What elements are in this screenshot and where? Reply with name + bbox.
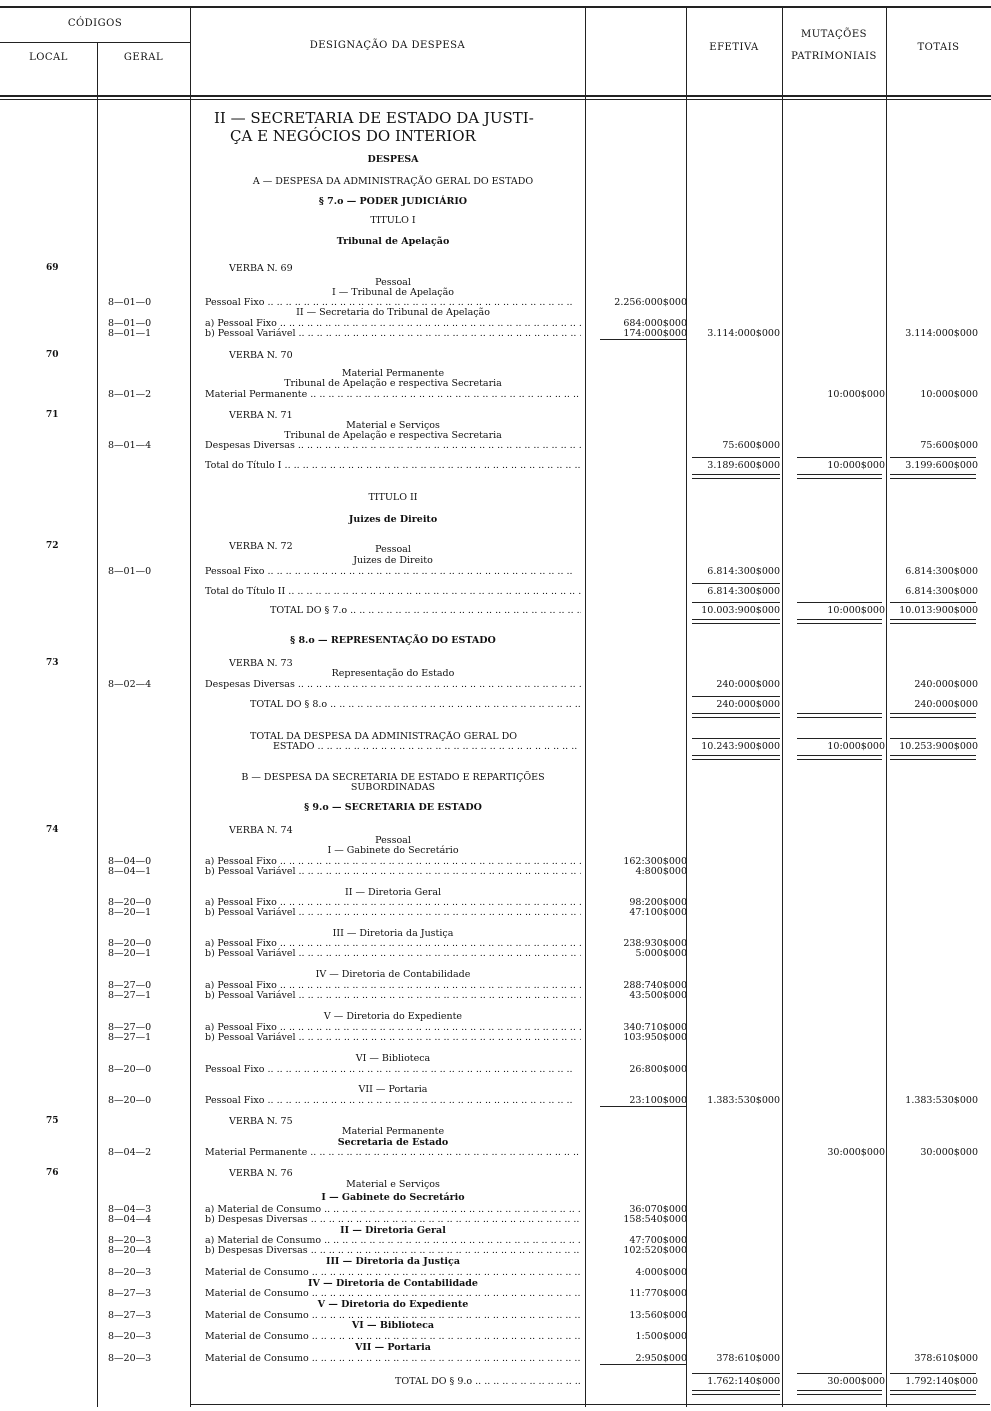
row-description: b) Pessoal Variável .. .. [205, 866, 581, 877]
codigos-rule [0, 42, 190, 43]
double-rule [692, 474, 780, 479]
code-local: 71 [46, 410, 59, 420]
header-codigos: CÓDIGOS [67, 18, 123, 29]
row-subheading: II — Diretoria Geral [340, 1225, 446, 1236]
value-totais: 240:000$000 [914, 679, 978, 690]
value-totais: 10:000$000 [920, 389, 978, 400]
col-line-desc [585, 8, 586, 1407]
header-designacao: DESIGNAÇÃO DA DESPESA [309, 40, 466, 51]
total-rule [890, 738, 976, 741]
value-totais: 6.814:300$000 [905, 586, 978, 597]
header-totais: TOTAIS [917, 42, 960, 53]
total-rule [692, 457, 780, 460]
value-parcial: 2:950$000 [635, 1353, 687, 1364]
row-subheading: III — Diretoria da Justiça [326, 1256, 460, 1267]
heading-b-line2: SUBORDINADAS [350, 782, 436, 793]
value-mutacoes: 10:000$000 [827, 389, 885, 400]
row-description: b) Pessoal Variável .. .. [205, 1032, 581, 1043]
code-geral: 8—27—1 [108, 990, 152, 1001]
underline-parcial [600, 1106, 686, 1109]
value-efetiva: 75:600$000 [722, 440, 780, 451]
heading-par7: § 7.o — PODER JUDICIÁRIO [318, 196, 468, 207]
value-efetiva: 6.814:300$000 [707, 566, 780, 577]
value-efetiva: 1.762:140$000 [707, 1376, 780, 1387]
row-description: TOTAL DO § 9.o .. .. [395, 1376, 581, 1387]
code-geral: 8—02—4 [108, 679, 152, 690]
value-mutacoes: 30:000$000 [827, 1376, 885, 1387]
row-description: b) Pessoal Variável .. .. [205, 328, 581, 339]
value-parcial: 2.256:000$000 [614, 297, 687, 308]
code-geral: 8—01—0 [108, 297, 152, 308]
row-description: TOTAL DO § 8.o .. .. [250, 699, 581, 710]
row-subheading: Material e Serviços [346, 420, 440, 431]
value-totais: 30:000$000 [920, 1147, 978, 1158]
code-geral: 8—27—0 [108, 980, 152, 991]
value-parcial: 158:540$000 [623, 1214, 687, 1225]
section-title-line2: ÇA E NEGÓCIOS DO INTERIOR [230, 127, 476, 145]
value-efetiva: 10.003:900$000 [701, 605, 780, 616]
double-rule [797, 713, 882, 718]
code-geral: 8—04—3 [108, 1204, 152, 1215]
row-description: TOTAL DO § 7.o .. .. [270, 605, 581, 616]
code-local: 73 [46, 658, 59, 668]
heading-par9: § 9.o — SECRETARIA DE ESTADO [304, 802, 482, 813]
total-rule [797, 1373, 882, 1376]
value-totais: 6.814:300$000 [905, 566, 978, 577]
total-rule [890, 457, 976, 460]
row-subheading: Juizes de Direito [353, 555, 433, 566]
value-parcial: 13:560$000 [629, 1310, 687, 1321]
total-rule [797, 457, 882, 460]
value-totais: 10.013:900$000 [899, 605, 978, 616]
value-parcial: 43:500$000 [629, 990, 687, 1001]
code-geral: 8—20—3 [108, 1267, 152, 1278]
double-rule [890, 1390, 976, 1395]
row-description: a) Material de Consumo .. .. [205, 1204, 581, 1215]
header-local: LOCAL [29, 52, 68, 63]
code-geral: 8—20—0 [108, 1064, 152, 1075]
heading-b-line1: B — DESPESA DA SECRETARIA DE ESTADO E REPARTIÇÕES [241, 772, 545, 783]
value-efetiva: 240:000$000 [716, 699, 780, 710]
row-subheading: Material Permanente [341, 1126, 445, 1137]
row-subheading: Pessoal [375, 835, 411, 846]
value-parcial: 102:520$000 [623, 1245, 687, 1256]
value-efetiva: 1.383:530$000 [707, 1095, 780, 1106]
col-line-geral [190, 8, 191, 1407]
total-rule [890, 1373, 976, 1376]
value-mutacoes: 10:000$000 [827, 741, 885, 752]
value-efetiva: 3.114:000$000 [707, 328, 780, 339]
code-geral: 8—04—4 [108, 1214, 152, 1225]
row-description: b) Despesas Diversas .. .. [205, 1245, 581, 1256]
row-description: Material Permanente .. .. [205, 1147, 581, 1158]
code-geral: 8—20—3 [108, 1353, 152, 1364]
row-description: a) Pessoal Fixo .. .. [205, 1022, 581, 1033]
value-mutacoes: 10:000$000 [827, 460, 885, 471]
row-description: VERBA N. 70 [229, 350, 293, 361]
value-totais: 10.253:900$000 [899, 741, 978, 752]
row-description: b) Pessoal Variável .. .. [205, 948, 581, 959]
value-efetiva: 6.814:300$000 [707, 586, 780, 597]
row-subheading: Pessoal [375, 277, 411, 288]
col-line-local [97, 42, 98, 1407]
total-rule [797, 602, 882, 605]
row-description: VERBA N. 76 [229, 1168, 293, 1179]
value-mutacoes: 30:000$000 [827, 1147, 885, 1158]
code-local: 69 [46, 263, 59, 273]
double-rule [890, 755, 976, 760]
row-description: a) Pessoal Fixo .. .. [205, 897, 581, 908]
header-efetiva: EFETIVA [709, 42, 759, 53]
row-subheading: V — Diretoria do Expediente [317, 1299, 469, 1310]
header-patrimoniais: PATRIMONIAIS [791, 51, 877, 62]
underline-efetiva [692, 696, 780, 699]
code-geral: 8—20—0 [108, 938, 152, 949]
code-local: 75 [46, 1116, 59, 1126]
heading-juizes: Juizes de Direito [348, 514, 438, 525]
code-geral: 8—20—4 [108, 1245, 152, 1256]
row-description: Total do Título I .. .. [205, 460, 581, 471]
row-description: a) Pessoal Fixo .. .. [205, 318, 581, 329]
row-description: Material de Consumo .. .. [205, 1331, 581, 1342]
double-rule [797, 1390, 882, 1395]
row-description: Pessoal Fixo .. .. [205, 1095, 581, 1106]
value-totais: 1.383:530$000 [905, 1095, 978, 1106]
row-description: VERBA N. 69 [229, 263, 293, 274]
code-geral: 8—20—1 [108, 948, 152, 959]
heading-tribunal: Tribunal de Apelação [336, 236, 450, 247]
row-subheading: I — Gabinete do Secretário [321, 1192, 465, 1203]
row-subheading: Material Permanente [341, 368, 445, 379]
double-rule [692, 619, 780, 624]
row-subheading: VII — Portaria [355, 1342, 431, 1353]
value-parcial: 5:000$000 [635, 948, 687, 959]
heading-despesa: DESPESA [367, 154, 419, 165]
value-parcial: 11:770$000 [629, 1288, 687, 1299]
heading-a: A — DESPESA DA ADMINISTRAÇÃO GERAL DO ESTADO [252, 176, 534, 187]
row-description: a) Material de Consumo .. .. [205, 1235, 581, 1246]
value-efetiva: 240:000$000 [716, 679, 780, 690]
row-description: VERBA N. 72 [229, 541, 293, 552]
value-parcial: 1:500$000 [635, 1331, 687, 1342]
section-title-line1: II — SECRETARIA DE ESTADO DA JUSTI- [214, 109, 534, 127]
header-rule-1 [0, 95, 991, 97]
bottom-rule [190, 1404, 990, 1405]
value-efetiva: 10.243:900$000 [701, 741, 780, 752]
row-subheading: VI — Biblioteca [351, 1320, 435, 1331]
code-geral: 8—20—3 [108, 1235, 152, 1246]
double-rule [890, 474, 976, 479]
row-description: ESTADO .. .. [273, 741, 581, 752]
underline-efetiva [692, 583, 780, 586]
value-totais: 3.114:000$000 [905, 328, 978, 339]
row-subheading: V — Diretoria do Expediente [323, 1011, 463, 1022]
total-rule [797, 738, 882, 741]
row-subheading: IV — Diretoria de Contabilidade [315, 969, 471, 980]
value-parcial: 103:950$000 [623, 1032, 687, 1043]
row-description: a) Pessoal Fixo .. .. [205, 938, 581, 949]
code-local: 72 [46, 541, 59, 551]
total-rule [692, 1373, 780, 1376]
heading-par8: § 8.o — REPRESENTAÇÃO DO ESTADO [290, 635, 496, 646]
col-line-n1 [686, 8, 687, 1407]
row-description: Material de Consumo .. .. [205, 1310, 581, 1321]
double-rule [797, 474, 882, 479]
code-geral: 8—01—1 [108, 328, 152, 339]
row-description: b) Pessoal Variável .. .. [205, 907, 581, 918]
value-parcial: 23:100$000 [629, 1095, 687, 1106]
row-subheading: I — Tribunal de Apelação [332, 287, 454, 298]
row-description: Despesas Diversas .. .. [205, 440, 581, 451]
code-geral: 8—20—1 [108, 907, 152, 918]
code-geral: 8—01—2 [108, 389, 152, 400]
row-description: Material de Consumo .. .. [205, 1267, 581, 1278]
double-rule [692, 713, 780, 718]
value-parcial: 174:000$000 [623, 328, 687, 339]
row-subheading: Tribunal de Apelação e respectiva Secretaria [284, 378, 502, 389]
value-parcial: 4:800$000 [635, 866, 687, 877]
code-geral: 8—27—3 [108, 1310, 152, 1321]
total-rule [890, 602, 976, 605]
header-rule-2 [0, 99, 991, 100]
row-subheading: Representação do Estado [331, 668, 455, 679]
double-rule [692, 1390, 780, 1395]
double-rule [890, 713, 976, 718]
code-geral: 8—20—3 [108, 1331, 152, 1342]
header-geral: GERAL [123, 52, 164, 63]
row-subheading: VI — Biblioteca [355, 1053, 431, 1064]
code-geral: 8—20—0 [108, 897, 152, 908]
double-rule [890, 619, 976, 624]
row-description: Material Permanente .. .. [205, 389, 581, 400]
row-subheading: II — Secretaria do Tribunal de Apelação [296, 307, 490, 318]
value-parcial: 36:070$000 [629, 1204, 687, 1215]
value-efetiva: 3.189:600$000 [707, 460, 780, 471]
row-description: VERBA N. 71 [229, 410, 293, 421]
value-totais: 1.792:140$000 [905, 1376, 978, 1387]
row-subheading: VII — Portaria [358, 1084, 428, 1095]
heading-titulo2: TITULO II [368, 492, 418, 503]
heading-titulo1: TITULO I [370, 215, 416, 226]
row-description: a) Pessoal Fixo .. .. [205, 980, 581, 991]
code-local: 70 [46, 350, 59, 360]
row-subheading: II — Diretoria Geral [344, 887, 442, 898]
row-description: b) Pessoal Variável .. .. [205, 990, 581, 1001]
value-parcial: 684:000$000 [623, 318, 687, 329]
double-rule [797, 755, 882, 760]
total-rule [692, 738, 780, 741]
col-line-mutacoes [886, 8, 887, 1407]
code-geral: 8—27—0 [108, 1022, 152, 1033]
row-description: a) Pessoal Fixo .. .. [205, 856, 581, 867]
value-totais: 3.199:600$000 [905, 460, 978, 471]
value-parcial: 238:930$000 [623, 938, 687, 949]
code-geral: 8—04—1 [108, 866, 152, 877]
row-description: b) Despesas Diversas .. .. [205, 1214, 581, 1225]
row-subheading: I — Gabinete do Secretário [327, 845, 459, 856]
code-local: 76 [46, 1168, 59, 1178]
row-description: Pessoal Fixo .. .. [205, 1064, 581, 1075]
double-rule [692, 755, 780, 760]
row-description: Total do Título II .. .. [205, 586, 581, 597]
value-efetiva: 378:610$000 [716, 1353, 780, 1364]
value-parcial: 340:710$000 [623, 1022, 687, 1033]
row-description: Pessoal Fixo .. .. [205, 297, 581, 308]
col-line-efetiva [782, 8, 783, 1407]
total-rule [692, 602, 780, 605]
value-totais: 75:600$000 [920, 440, 978, 451]
underline-parcial [600, 1364, 686, 1367]
row-description: VERBA N. 75 [229, 1116, 293, 1127]
header-mutacoes: MUTAÇÕES [800, 29, 867, 40]
value-totais: 240:000$000 [914, 699, 978, 710]
code-geral: 8—01—4 [108, 440, 152, 451]
row-description: TOTAL DA DESPESA DA ADMINISTRAÇÃO GERAL DO [250, 731, 517, 742]
row-description: VERBA N. 73 [229, 658, 293, 669]
code-geral: 8—04—0 [108, 856, 152, 867]
top-rule [0, 6, 991, 8]
code-geral: 8—20—0 [108, 1095, 152, 1106]
row-subheading: Tribunal de Apelação e respectiva Secretaria [284, 430, 502, 441]
row-subheading: Pessoal [375, 544, 411, 555]
code-geral: 8—04—2 [108, 1147, 152, 1158]
double-rule [797, 619, 882, 624]
code-geral: 8—01—0 [108, 566, 152, 577]
row-description: VERBA N. 74 [229, 825, 293, 836]
code-geral: 8—27—3 [108, 1288, 152, 1299]
row-subheading: Secretaria de Estado [337, 1137, 449, 1148]
value-parcial: 162:300$000 [623, 856, 687, 867]
value-mutacoes: 10:000$000 [827, 605, 885, 616]
value-totais: 378:610$000 [914, 1353, 978, 1364]
value-parcial: 47:100$000 [629, 907, 687, 918]
row-description: Material de Consumo .. .. [205, 1288, 581, 1299]
underline-parcial [600, 339, 686, 342]
row-subheading: III — Diretoria da Justiça [332, 928, 454, 939]
value-parcial: 47:700$000 [629, 1235, 687, 1246]
value-parcial: 4:000$000 [635, 1267, 687, 1278]
code-local: 74 [46, 825, 59, 835]
value-parcial: 26:800$000 [629, 1064, 687, 1075]
row-description: Material de Consumo .. .. [205, 1353, 581, 1364]
row-description: Pessoal Fixo .. .. [205, 566, 581, 577]
code-geral: 8—27—1 [108, 1032, 152, 1043]
row-subheading: Material e Serviços [346, 1179, 440, 1190]
row-description: Despesas Diversas .. .. [205, 679, 581, 690]
code-geral: 8—01—0 [108, 318, 152, 329]
value-parcial: 288:740$000 [623, 980, 687, 991]
row-subheading: IV — Diretoria de Contabilidade [308, 1278, 478, 1289]
value-parcial: 98:200$000 [629, 897, 687, 908]
